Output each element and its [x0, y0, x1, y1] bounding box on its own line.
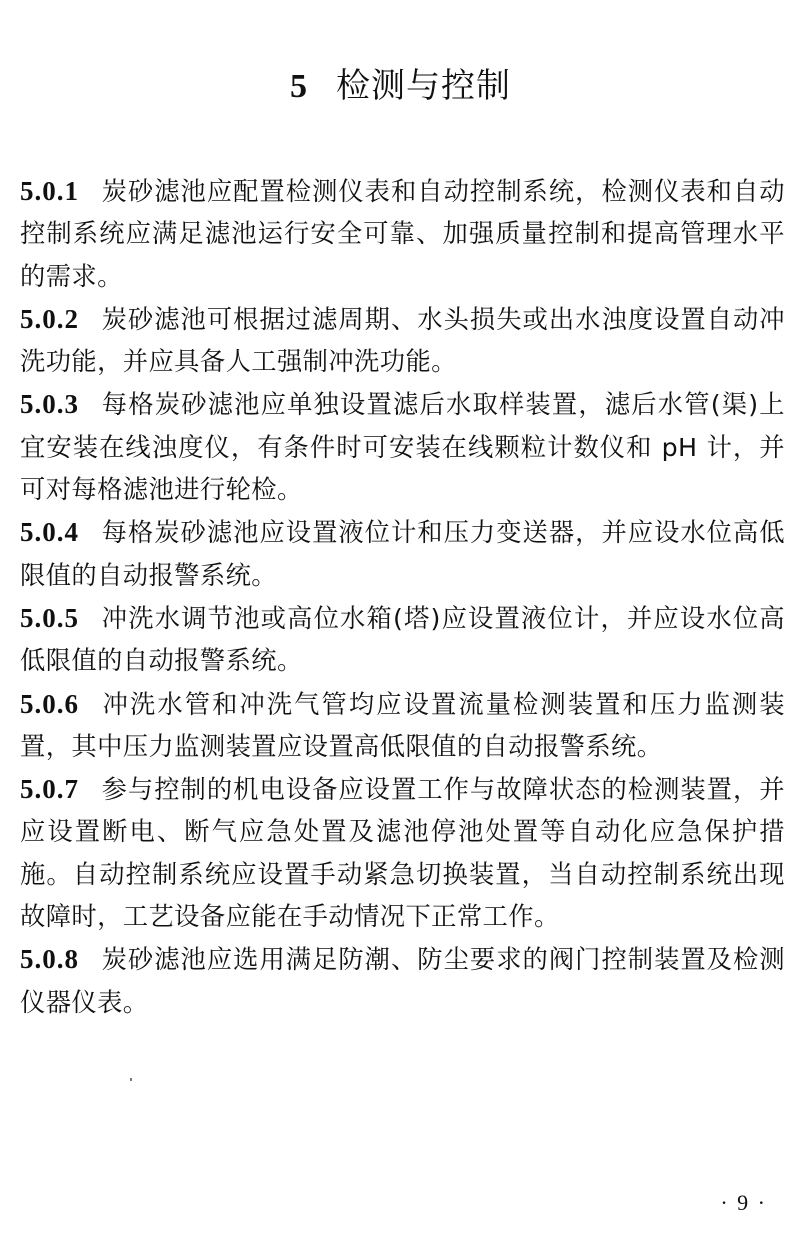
clause-5-0-5	[20, 597, 785, 683]
chapter-heading	[0, 61, 801, 112]
clause-text: 炭砂滤池应选用满足防潮、防尘要求的阀门控制装置及检测仪器仪表。	[20, 945, 785, 1017]
clause-text: 每格炭砂滤池应设置液位计和压力变送器，并应设水位高低限值的自动报警系统。	[20, 518, 785, 590]
clause-5-0-6	[20, 683, 785, 769]
clause-5-0-1	[20, 170, 785, 298]
clause-text: 冲洗水管和冲洗气管均应设置流量检测装置和压力监测装置，其中压力监测装置应设置高低限值的自动报警系统。	[20, 689, 785, 761]
chapter-title: 检测与控制	[336, 65, 511, 106]
clause-5-0-3	[20, 383, 785, 511]
clause-list	[20, 170, 785, 1024]
clause-number: 5.0.7	[20, 774, 79, 805]
clause-text: 炭砂滤池应配置检测仪表和自动控制系统，检测仪表和自动控制系统应满足滤池运行安全可靠、加强质量控制和提高管理水平的需求。	[20, 177, 785, 291]
chapter-number: 5	[290, 67, 308, 105]
clause-5-0-2	[20, 298, 785, 384]
clause-5-0-4	[20, 511, 785, 597]
scan-speck	[130, 1078, 132, 1081]
clause-5-0-7	[20, 768, 785, 938]
clause-text: 参与控制的机电设备应设置工作与故障状态的检测装置，并应设置断电、断气应急处置及滤池停池处置等自动化应急保护措施。自动控制系统应设置手动紧急切换装置，当自动控制系统出现故障时，工艺设备应能在手动情况下正常工作。	[20, 775, 785, 932]
clause-number: 5.0.8	[20, 944, 79, 975]
clause-text: 每格炭砂滤池应单独设置滤后水取样装置，滤后水管(渠)上宜安装在线浊度仪，有条件时可安装在线颗粒计数仪和 pH 计，并可对每格滤池进行轮检。	[20, 390, 785, 505]
clause-5-0-8	[20, 938, 785, 1024]
clause-number: 5.0.3	[20, 389, 79, 420]
clause-number: 5.0.5	[20, 602, 79, 633]
clause-number: 5.0.6	[20, 688, 79, 719]
clause-text: 冲洗水调节池或高位水箱(塔)应设置液位计，并应设水位高低限值的自动报警系统。	[20, 603, 785, 676]
clause-number: 5.0.1	[20, 176, 79, 206]
page-number: · 9 ·	[720, 1190, 767, 1215]
clause-text: 炭砂滤池可根据过滤周期、水头损失或出水浊度设置自动冲洗功能，并应具备人工强制冲洗功能。	[20, 304, 785, 377]
clause-number: 5.0.4	[20, 517, 79, 548]
clause-number: 5.0.2	[20, 303, 79, 334]
